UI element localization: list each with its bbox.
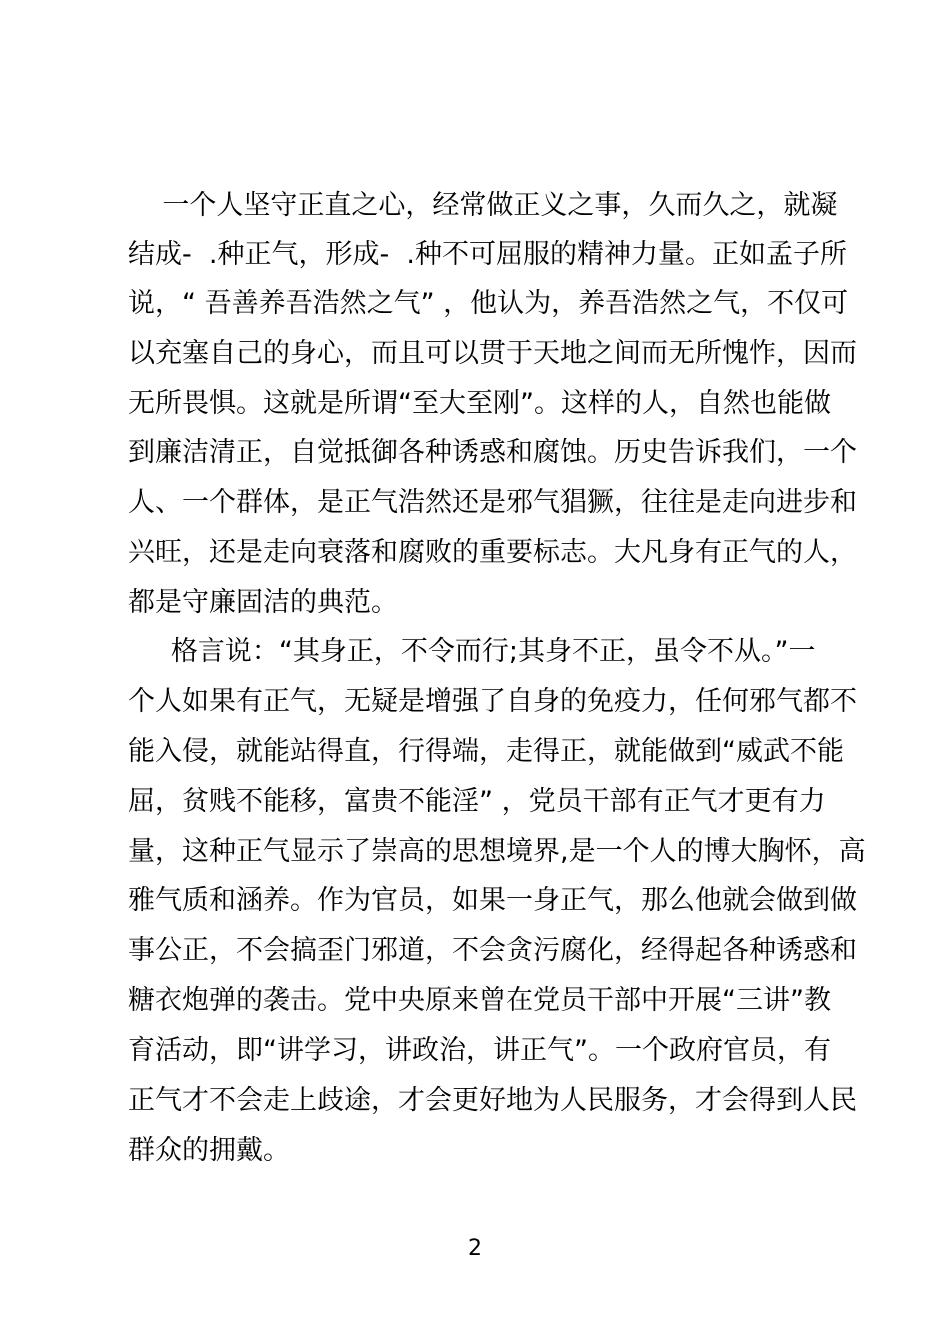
- text-line: 事公正，不会搞歪门邪道，不会贪污腐化，经得起各种诱惑和: [128, 935, 857, 966]
- text-line: 育活动，即“讲学习，讲政治，讲正气”。一个政府官员，有: [128, 1035, 831, 1066]
- text-line: 人、一个群体，是正气浩然还是邪气猖獗，往往是走向进步和: [128, 487, 857, 518]
- text-line: 糖衣炮弹的袭击。党中央原来曾在党员干部中开展“三讲”教: [128, 985, 831, 1016]
- text-line: 雅气质和涵养。作为官员，如果一身正气，那么他就会做到做: [128, 885, 857, 916]
- text-line: 能入侵，就能站得直，行得端，走得正，就能做到“威武不能: [128, 736, 844, 767]
- text-line: 到廉洁清正，自觉抵御各种诱惑和腐蚀。历史告诉我们，一个: [128, 437, 857, 468]
- text-line: 一个人坚守正直之心，经常做正义之事，久而久之，就凝: [128, 190, 838, 221]
- text-line: 屈，贫贱不能移，富贵不能淫” ，党员干部有正气才更有力: [128, 786, 826, 817]
- text-line: 格言说：“其身正，不令而行;其身不正，虽令不从。”一: [128, 636, 816, 667]
- text-line: 以充塞自己的身心，而且可以贯于天地之间而无所愧怍，因而: [128, 338, 857, 369]
- text-line: 正气才不会走上歧途，才会更好地为人民服务，才会得到人民: [128, 1085, 857, 1116]
- text-line: 无所畏惧。这就是所谓“至大至刚”。这样的人，自然也能做: [128, 388, 831, 419]
- page-number: 2: [468, 1236, 482, 1261]
- text-line: 结成- .种正气，形成- .种不可屈服的精神力量。正如孟子所: [128, 239, 847, 270]
- text-line: 个人如果有正气，无疑是增强了自身的免疫力，任何邪气都不: [128, 686, 857, 717]
- text-line: 说，“ 吾善养吾浩然之气” ，他认为，养吾浩然之气，不仅可: [128, 288, 849, 319]
- text-line: 量，这种正气显示了崇高的思想境界,是一个人的博大胸怀，高: [128, 836, 866, 867]
- text-line: 都是守廉固洁的典范。: [128, 587, 398, 618]
- text-line: 群众的拥戴。: [128, 1135, 290, 1166]
- text-line: 兴旺，还是走向衰落和腐败的重要标志。大凡身有正气的人，: [128, 537, 857, 568]
